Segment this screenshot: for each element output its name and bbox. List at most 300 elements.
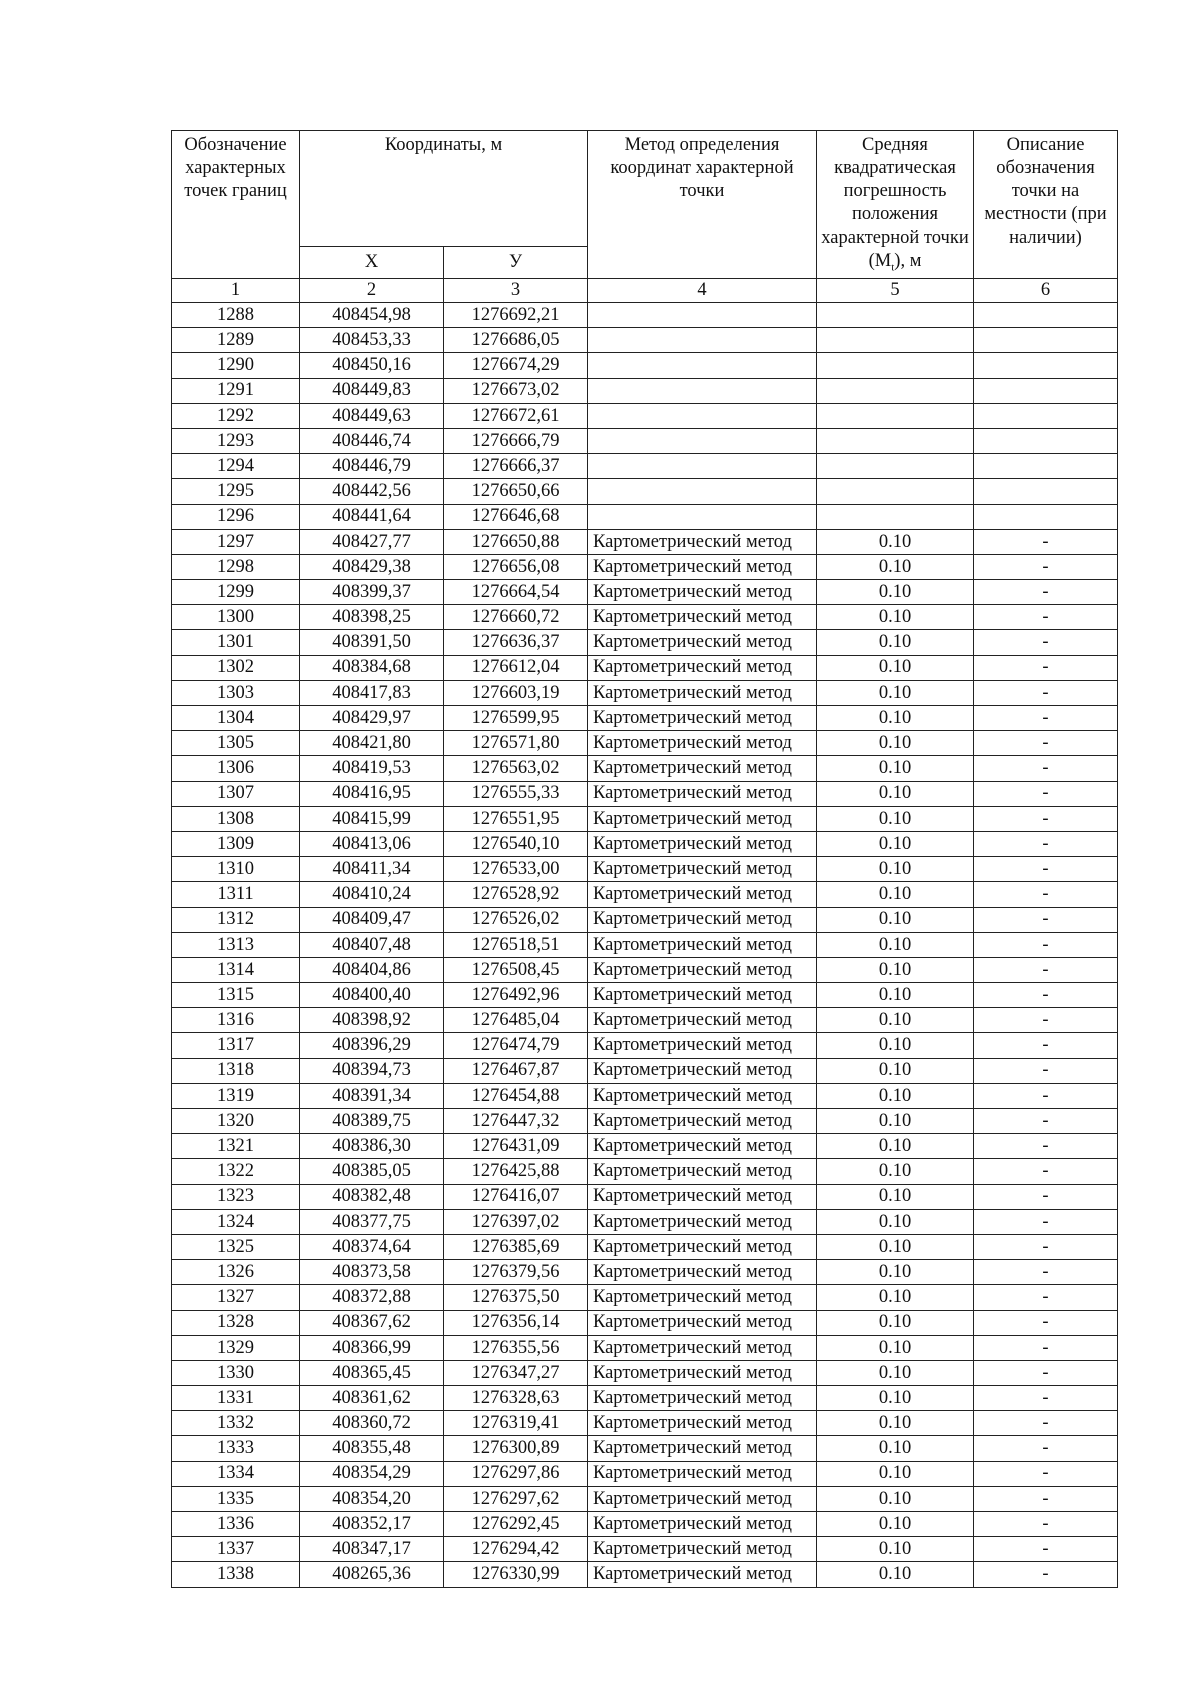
table-row bbox=[172, 1512, 1118, 1537]
cell-description: - bbox=[974, 1083, 1118, 1108]
cell-mean-error bbox=[817, 403, 974, 428]
cell-y: 1276355,56 bbox=[444, 1335, 588, 1360]
cell-mean-error: 0.10 bbox=[817, 580, 974, 605]
table-row bbox=[172, 831, 1118, 856]
cell-description bbox=[974, 428, 1118, 453]
cell-method: Картометрический метод bbox=[588, 1335, 817, 1360]
header-x: Х bbox=[300, 247, 444, 279]
cell-mean-error: 0.10 bbox=[817, 706, 974, 731]
cell-y: 1276650,66 bbox=[444, 479, 588, 504]
cell-mean-error: 0.10 bbox=[817, 680, 974, 705]
cell-mean-error: 0.10 bbox=[817, 630, 974, 655]
cell-method: Картометрический метод bbox=[588, 1436, 817, 1461]
table-row bbox=[172, 1335, 1118, 1360]
table-row bbox=[172, 479, 1118, 504]
cell-point-number: 1331 bbox=[172, 1386, 300, 1411]
header-point-label: Обозначение характерных точек границ bbox=[172, 131, 300, 279]
cell-y: 1276294,42 bbox=[444, 1537, 588, 1562]
cell-y: 1276397,02 bbox=[444, 1209, 588, 1234]
cell-point-number: 1324 bbox=[172, 1209, 300, 1234]
cell-x: 408454,98 bbox=[300, 303, 444, 328]
cell-description: - bbox=[974, 1008, 1118, 1033]
cell-point-number: 1314 bbox=[172, 957, 300, 982]
table-row bbox=[172, 756, 1118, 781]
cell-y: 1276454,88 bbox=[444, 1083, 588, 1108]
cell-y: 1276492,96 bbox=[444, 983, 588, 1008]
table-row bbox=[172, 1411, 1118, 1436]
cell-point-number: 1327 bbox=[172, 1285, 300, 1310]
table-row bbox=[172, 1083, 1118, 1108]
cell-method: Картометрический метод bbox=[588, 580, 817, 605]
cell-description: - bbox=[974, 1386, 1118, 1411]
cell-description: - bbox=[974, 1184, 1118, 1209]
cell-point-number: 1305 bbox=[172, 731, 300, 756]
cell-description bbox=[974, 353, 1118, 378]
cell-x: 408417,83 bbox=[300, 680, 444, 705]
cell-method bbox=[588, 479, 817, 504]
cell-mean-error: 0.10 bbox=[817, 1159, 974, 1184]
cell-description bbox=[974, 328, 1118, 353]
cell-point-number: 1301 bbox=[172, 630, 300, 655]
cell-y: 1276656,08 bbox=[444, 554, 588, 579]
cell-y: 1276599,95 bbox=[444, 706, 588, 731]
cell-point-number: 1300 bbox=[172, 605, 300, 630]
cell-y: 1276379,56 bbox=[444, 1260, 588, 1285]
cell-y: 1276540,10 bbox=[444, 831, 588, 856]
cell-description: - bbox=[974, 655, 1118, 680]
cell-y: 1276672,61 bbox=[444, 403, 588, 428]
cell-mean-error: 0.10 bbox=[817, 1486, 974, 1511]
cell-x: 408385,05 bbox=[300, 1159, 444, 1184]
cell-mean-error: 0.10 bbox=[817, 1008, 974, 1033]
cell-mean-error: 0.10 bbox=[817, 1209, 974, 1234]
cell-point-number: 1316 bbox=[172, 1008, 300, 1033]
cell-method: Картометрический метод bbox=[588, 1058, 817, 1083]
cell-y: 1276518,51 bbox=[444, 932, 588, 957]
cell-y: 1276347,27 bbox=[444, 1360, 588, 1385]
cell-description: - bbox=[974, 630, 1118, 655]
table-row bbox=[172, 454, 1118, 479]
cell-point-number: 1298 bbox=[172, 554, 300, 579]
cell-x: 408449,63 bbox=[300, 403, 444, 428]
cell-description: - bbox=[974, 781, 1118, 806]
cell-x: 408411,34 bbox=[300, 857, 444, 882]
table-row bbox=[172, 1360, 1118, 1385]
cell-point-number: 1302 bbox=[172, 655, 300, 680]
cell-method: Картометрический метод bbox=[588, 655, 817, 680]
cell-description bbox=[974, 303, 1118, 328]
cell-method bbox=[588, 328, 817, 353]
cell-description: - bbox=[974, 1360, 1118, 1385]
cell-point-number: 1303 bbox=[172, 680, 300, 705]
cell-method: Картометрический метод bbox=[588, 983, 817, 1008]
cell-method: Картометрический метод bbox=[588, 1461, 817, 1486]
cell-description: - bbox=[974, 1159, 1118, 1184]
cell-mean-error: 0.10 bbox=[817, 907, 974, 932]
cell-x: 408384,68 bbox=[300, 655, 444, 680]
cell-mean-error: 0.10 bbox=[817, 1411, 974, 1436]
table-row bbox=[172, 353, 1118, 378]
cell-point-number: 1308 bbox=[172, 806, 300, 831]
cell-y: 1276385,69 bbox=[444, 1234, 588, 1259]
cell-x: 408449,83 bbox=[300, 378, 444, 403]
cell-mean-error bbox=[817, 479, 974, 504]
cell-mean-error: 0.10 bbox=[817, 554, 974, 579]
cell-x: 408361,62 bbox=[300, 1386, 444, 1411]
cell-point-number: 1335 bbox=[172, 1486, 300, 1511]
cell-x: 408360,72 bbox=[300, 1411, 444, 1436]
column-number: 2 bbox=[300, 279, 444, 303]
cell-y: 1276297,62 bbox=[444, 1486, 588, 1511]
cell-y: 1276356,14 bbox=[444, 1310, 588, 1335]
table-row bbox=[172, 1386, 1118, 1411]
cell-mean-error bbox=[817, 303, 974, 328]
table-row bbox=[172, 1562, 1118, 1587]
table-row bbox=[172, 806, 1118, 831]
cell-description: - bbox=[974, 1461, 1118, 1486]
column-numbers-row bbox=[172, 279, 1118, 303]
table-row bbox=[172, 303, 1118, 328]
cell-y: 1276650,88 bbox=[444, 529, 588, 554]
cell-description bbox=[974, 403, 1118, 428]
cell-description: - bbox=[974, 1209, 1118, 1234]
cell-point-number: 1317 bbox=[172, 1033, 300, 1058]
cell-point-number: 1295 bbox=[172, 479, 300, 504]
cell-method: Картометрический метод bbox=[588, 1134, 817, 1159]
cell-method: Картометрический метод bbox=[588, 957, 817, 982]
cell-method: Картометрический метод bbox=[588, 1537, 817, 1562]
cell-x: 408419,53 bbox=[300, 756, 444, 781]
cell-y: 1276425,88 bbox=[444, 1159, 588, 1184]
table-row bbox=[172, 1008, 1118, 1033]
cell-x: 408429,38 bbox=[300, 554, 444, 579]
cell-mean-error: 0.10 bbox=[817, 1260, 974, 1285]
cell-point-number: 1294 bbox=[172, 454, 300, 479]
cell-x: 408400,40 bbox=[300, 983, 444, 1008]
cell-point-number: 1306 bbox=[172, 756, 300, 781]
cell-x: 408354,29 bbox=[300, 1461, 444, 1486]
cell-point-number: 1322 bbox=[172, 1159, 300, 1184]
cell-x: 408453,33 bbox=[300, 328, 444, 353]
table-row bbox=[172, 1134, 1118, 1159]
cell-x: 408416,95 bbox=[300, 781, 444, 806]
table-row bbox=[172, 529, 1118, 554]
cell-mean-error: 0.10 bbox=[817, 932, 974, 957]
cell-mean-error: 0.10 bbox=[817, 806, 974, 831]
cell-y: 1276297,86 bbox=[444, 1461, 588, 1486]
cell-mean-error: 0.10 bbox=[817, 1310, 974, 1335]
cell-x: 408404,86 bbox=[300, 957, 444, 982]
cell-y: 1276646,68 bbox=[444, 504, 588, 529]
cell-point-number: 1321 bbox=[172, 1134, 300, 1159]
cell-x: 408398,92 bbox=[300, 1008, 444, 1033]
cell-x: 408391,50 bbox=[300, 630, 444, 655]
cell-method: Картометрический метод bbox=[588, 1109, 817, 1134]
cell-description: - bbox=[974, 1436, 1118, 1461]
table-row bbox=[172, 1260, 1118, 1285]
cell-y: 1276474,79 bbox=[444, 1033, 588, 1058]
table-row bbox=[172, 580, 1118, 605]
cell-y: 1276467,87 bbox=[444, 1058, 588, 1083]
cell-x: 408410,24 bbox=[300, 882, 444, 907]
cell-method bbox=[588, 428, 817, 453]
table-row bbox=[172, 1461, 1118, 1486]
column-number: 3 bbox=[444, 279, 588, 303]
header-method: Метод определения координат характерной точки bbox=[588, 131, 817, 279]
cell-description: - bbox=[974, 529, 1118, 554]
cell-description: - bbox=[974, 957, 1118, 982]
cell-method: Картометрический метод bbox=[588, 756, 817, 781]
cell-method bbox=[588, 504, 817, 529]
cell-x: 408398,25 bbox=[300, 605, 444, 630]
cell-mean-error: 0.10 bbox=[817, 1461, 974, 1486]
cell-method: Картометрический метод bbox=[588, 806, 817, 831]
cell-x: 408366,99 bbox=[300, 1335, 444, 1360]
cell-x: 408421,80 bbox=[300, 731, 444, 756]
cell-mean-error: 0.10 bbox=[817, 731, 974, 756]
table-row bbox=[172, 957, 1118, 982]
cell-point-number: 1323 bbox=[172, 1184, 300, 1209]
cell-description: - bbox=[974, 1335, 1118, 1360]
cell-x: 408407,48 bbox=[300, 932, 444, 957]
cell-method: Картометрический метод bbox=[588, 630, 817, 655]
cell-description: - bbox=[974, 580, 1118, 605]
cell-y: 1276485,04 bbox=[444, 1008, 588, 1033]
table-row bbox=[172, 378, 1118, 403]
cell-method bbox=[588, 454, 817, 479]
cell-description: - bbox=[974, 1411, 1118, 1436]
cell-x: 408415,99 bbox=[300, 806, 444, 831]
cell-mean-error: 0.10 bbox=[817, 1184, 974, 1209]
cell-point-number: 1329 bbox=[172, 1335, 300, 1360]
cell-method: Картометрический метод bbox=[588, 781, 817, 806]
cell-mean-error: 0.10 bbox=[817, 1109, 974, 1134]
cell-mean-error: 0.10 bbox=[817, 1083, 974, 1108]
cell-description: - bbox=[974, 706, 1118, 731]
cell-method: Картометрический метод bbox=[588, 1083, 817, 1108]
cell-method: Картометрический метод bbox=[588, 529, 817, 554]
cell-x: 408389,75 bbox=[300, 1109, 444, 1134]
table-row bbox=[172, 1184, 1118, 1209]
cell-x: 408367,62 bbox=[300, 1310, 444, 1335]
cell-y: 1276674,29 bbox=[444, 353, 588, 378]
cell-y: 1276673,02 bbox=[444, 378, 588, 403]
cell-y: 1276300,89 bbox=[444, 1436, 588, 1461]
cell-y: 1276551,95 bbox=[444, 806, 588, 831]
cell-x: 408386,30 bbox=[300, 1134, 444, 1159]
cell-y: 1276664,54 bbox=[444, 580, 588, 605]
cell-point-number: 1325 bbox=[172, 1234, 300, 1259]
cell-description: - bbox=[974, 1486, 1118, 1511]
cell-description: - bbox=[974, 1260, 1118, 1285]
cell-point-number: 1320 bbox=[172, 1109, 300, 1134]
cell-description: - bbox=[974, 932, 1118, 957]
table-row bbox=[172, 1159, 1118, 1184]
cell-mean-error: 0.10 bbox=[817, 1234, 974, 1259]
cell-description: - bbox=[974, 1134, 1118, 1159]
cell-description: - bbox=[974, 731, 1118, 756]
cell-x: 408442,56 bbox=[300, 479, 444, 504]
table-row bbox=[172, 1310, 1118, 1335]
cell-y: 1276328,63 bbox=[444, 1386, 588, 1411]
cell-point-number: 1326 bbox=[172, 1260, 300, 1285]
cell-mean-error: 0.10 bbox=[817, 756, 974, 781]
cell-method: Картометрический метод bbox=[588, 1486, 817, 1511]
table-row bbox=[172, 630, 1118, 655]
cell-description: - bbox=[974, 1562, 1118, 1587]
table-row bbox=[172, 605, 1118, 630]
table-row bbox=[172, 403, 1118, 428]
cell-y: 1276431,09 bbox=[444, 1134, 588, 1159]
cell-method bbox=[588, 303, 817, 328]
cell-description: - bbox=[974, 605, 1118, 630]
cell-point-number: 1337 bbox=[172, 1537, 300, 1562]
cell-y: 1276447,32 bbox=[444, 1109, 588, 1134]
cell-point-number: 1311 bbox=[172, 882, 300, 907]
cell-x: 408265,36 bbox=[300, 1562, 444, 1587]
cell-method: Картометрический метод bbox=[588, 1310, 817, 1335]
cell-point-number: 1330 bbox=[172, 1360, 300, 1385]
cell-description bbox=[974, 504, 1118, 529]
cell-y: 1276375,50 bbox=[444, 1285, 588, 1310]
cell-mean-error: 0.10 bbox=[817, 983, 974, 1008]
cell-description: - bbox=[974, 1058, 1118, 1083]
column-number: 6 bbox=[974, 279, 1118, 303]
cell-method: Картометрический метод bbox=[588, 882, 817, 907]
cell-y: 1276416,07 bbox=[444, 1184, 588, 1209]
table-row bbox=[172, 882, 1118, 907]
cell-y: 1276686,05 bbox=[444, 328, 588, 353]
cell-mean-error: 0.10 bbox=[817, 1562, 974, 1587]
cell-description: - bbox=[974, 806, 1118, 831]
cell-x: 408450,16 bbox=[300, 353, 444, 378]
cell-y: 1276555,33 bbox=[444, 781, 588, 806]
table-row bbox=[172, 1486, 1118, 1511]
cell-x: 408391,34 bbox=[300, 1083, 444, 1108]
cell-mean-error: 0.10 bbox=[817, 1436, 974, 1461]
table-row bbox=[172, 1058, 1118, 1083]
cell-description: - bbox=[974, 554, 1118, 579]
table-row bbox=[172, 932, 1118, 957]
cell-mean-error: 0.10 bbox=[817, 605, 974, 630]
cell-x: 408374,64 bbox=[300, 1234, 444, 1259]
cell-x: 408396,29 bbox=[300, 1033, 444, 1058]
cell-y: 1276612,04 bbox=[444, 655, 588, 680]
table-row bbox=[172, 781, 1118, 806]
cell-mean-error bbox=[817, 454, 974, 479]
cell-point-number: 1315 bbox=[172, 983, 300, 1008]
cell-method bbox=[588, 353, 817, 378]
table-row bbox=[172, 706, 1118, 731]
cell-y: 1276319,41 bbox=[444, 1411, 588, 1436]
cell-mean-error: 0.10 bbox=[817, 529, 974, 554]
cell-point-number: 1309 bbox=[172, 831, 300, 856]
cell-x: 408355,48 bbox=[300, 1436, 444, 1461]
table-row bbox=[172, 907, 1118, 932]
cell-x: 408446,74 bbox=[300, 428, 444, 453]
table-row bbox=[172, 655, 1118, 680]
table-row bbox=[172, 857, 1118, 882]
cell-mean-error: 0.10 bbox=[817, 957, 974, 982]
cell-mean-error: 0.10 bbox=[817, 1285, 974, 1310]
cell-x: 408347,17 bbox=[300, 1537, 444, 1562]
cell-y: 1276563,02 bbox=[444, 756, 588, 781]
cell-mean-error: 0.10 bbox=[817, 1033, 974, 1058]
cell-y: 1276603,19 bbox=[444, 680, 588, 705]
cell-mean-error: 0.10 bbox=[817, 831, 974, 856]
cell-point-number: 1318 bbox=[172, 1058, 300, 1083]
cell-point-number: 1293 bbox=[172, 428, 300, 453]
cell-mean-error bbox=[817, 378, 974, 403]
cell-method: Картометрический метод bbox=[588, 706, 817, 731]
cell-point-number: 1296 bbox=[172, 504, 300, 529]
cell-method: Картометрический метод bbox=[588, 1008, 817, 1033]
table-row bbox=[172, 428, 1118, 453]
cell-x: 408409,47 bbox=[300, 907, 444, 932]
cell-point-number: 1328 bbox=[172, 1310, 300, 1335]
cell-method: Картометрический метод bbox=[588, 605, 817, 630]
cell-description: - bbox=[974, 983, 1118, 1008]
cell-description: - bbox=[974, 1285, 1118, 1310]
cell-y: 1276508,45 bbox=[444, 957, 588, 982]
table-row bbox=[172, 983, 1118, 1008]
cell-mean-error bbox=[817, 353, 974, 378]
cell-method bbox=[588, 403, 817, 428]
table-row bbox=[172, 1537, 1118, 1562]
cell-x: 408365,45 bbox=[300, 1360, 444, 1385]
cell-method: Картометрический метод bbox=[588, 1159, 817, 1184]
cell-description: - bbox=[974, 1234, 1118, 1259]
table-row bbox=[172, 1285, 1118, 1310]
cell-method: Картометрический метод bbox=[588, 554, 817, 579]
table-row bbox=[172, 1436, 1118, 1461]
cell-method: Картометрический метод bbox=[588, 857, 817, 882]
cell-description: - bbox=[974, 756, 1118, 781]
cell-y: 1276660,72 bbox=[444, 605, 588, 630]
table-row bbox=[172, 1033, 1118, 1058]
cell-method: Картометрический метод bbox=[588, 1360, 817, 1385]
cell-mean-error: 0.10 bbox=[817, 1537, 974, 1562]
cell-mean-error: 0.10 bbox=[817, 1058, 974, 1083]
cell-mean-error: 0.10 bbox=[817, 1134, 974, 1159]
cell-y: 1276330,99 bbox=[444, 1562, 588, 1587]
table-row bbox=[172, 1234, 1118, 1259]
cell-point-number: 1292 bbox=[172, 403, 300, 428]
cell-description bbox=[974, 479, 1118, 504]
cell-y: 1276636,37 bbox=[444, 630, 588, 655]
cell-method: Картометрический метод bbox=[588, 1234, 817, 1259]
cell-method: Картометрический метод bbox=[588, 1184, 817, 1209]
table-row bbox=[172, 1209, 1118, 1234]
cell-point-number: 1334 bbox=[172, 1461, 300, 1486]
cell-mean-error: 0.10 bbox=[817, 857, 974, 882]
cell-mean-error bbox=[817, 428, 974, 453]
cell-y: 1276526,02 bbox=[444, 907, 588, 932]
cell-y: 1276666,37 bbox=[444, 454, 588, 479]
cell-y: 1276533,00 bbox=[444, 857, 588, 882]
table-row bbox=[172, 731, 1118, 756]
cell-point-number: 1312 bbox=[172, 907, 300, 932]
cell-x: 408427,77 bbox=[300, 529, 444, 554]
cell-method bbox=[588, 378, 817, 403]
cell-point-number: 1333 bbox=[172, 1436, 300, 1461]
table-header bbox=[172, 131, 1118, 303]
cell-method: Картометрический метод bbox=[588, 731, 817, 756]
cell-method: Картометрический метод bbox=[588, 1386, 817, 1411]
cell-point-number: 1299 bbox=[172, 580, 300, 605]
table-row bbox=[172, 554, 1118, 579]
coordinates-table bbox=[171, 130, 1118, 1588]
